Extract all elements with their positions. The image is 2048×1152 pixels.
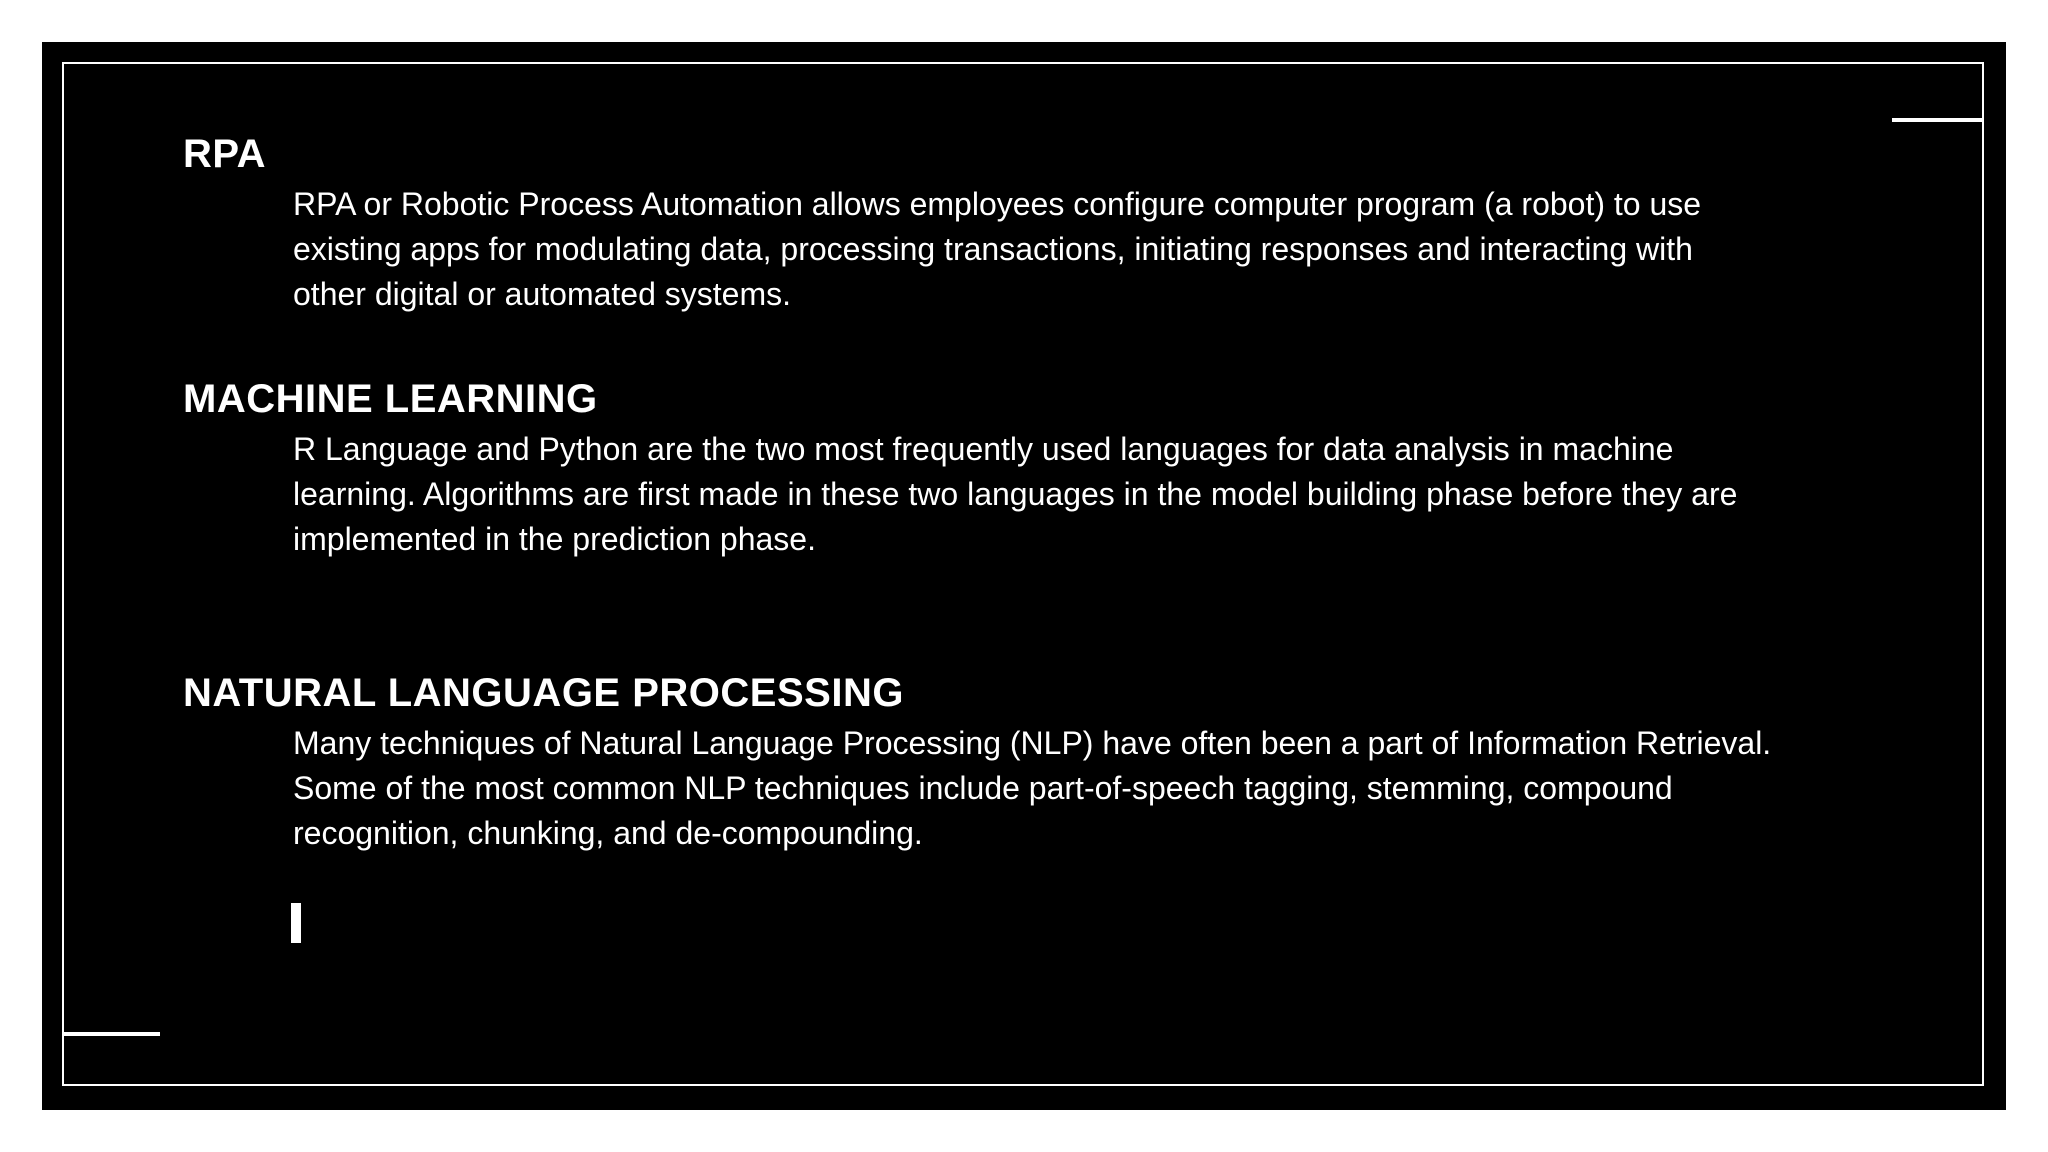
section-rpa [183, 130, 1773, 317]
bottom-left-accent-line [64, 1032, 160, 1036]
slide [42, 42, 2006, 1110]
section-body: R Language and Python are the two most frequently used languages for data analysis in machine learning. Algorithms are first made in these two languages in the model building phase before they are implemented in the prediction phase. [293, 431, 1738, 557]
section-heading: MACHINE LEARNING [183, 377, 598, 421]
section-body: RPA or Robotic Process Automation allows employees configure computer program (a robot) to use existing apps for modulating data, processing transactions, initiating responses and interacting with other digital or automated systems. [293, 186, 1702, 312]
section-natural-language-processing [183, 669, 1773, 856]
section-heading: NATURAL LANGUAGE PROCESSING [183, 671, 904, 715]
section-body: Many techniques of Natural Language Processing (NLP) have often been a part of Information Retrieval. Some of the most common NLP techniques include part-of-speech tagging, stemming, compound recognition, chunking, and de-compounding. [293, 725, 1772, 851]
text-cursor-marker [291, 903, 301, 943]
section-heading: RPA [183, 132, 266, 176]
section-machine-learning [183, 375, 1773, 562]
top-right-accent-line [1892, 118, 1984, 122]
